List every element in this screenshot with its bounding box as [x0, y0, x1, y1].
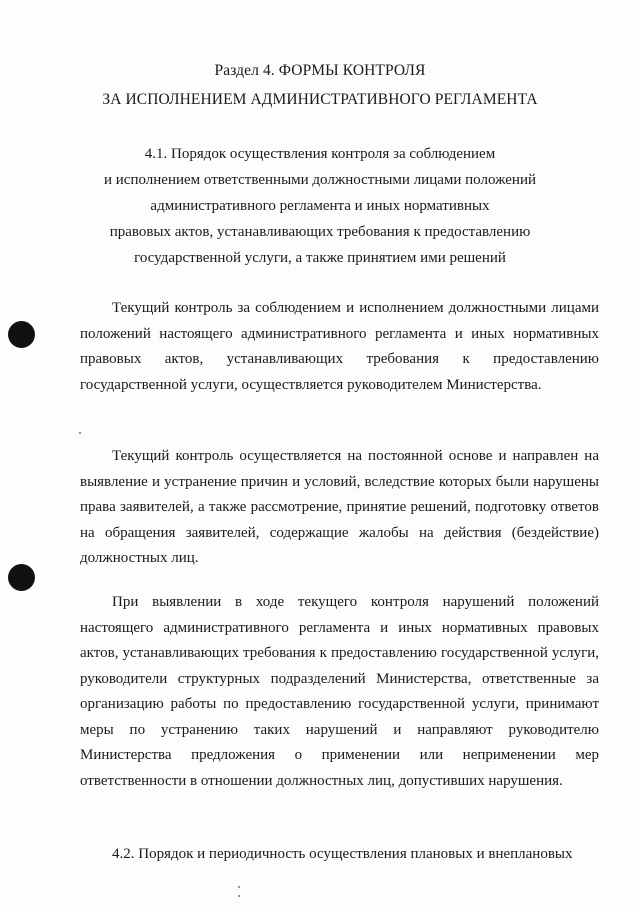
subsection-heading-line: государственной услуги, а также принятием ими решений	[134, 250, 506, 266]
scan-speck	[79, 432, 81, 434]
punch-hole-lower	[8, 564, 35, 591]
scan-speck	[238, 886, 240, 888]
body-paragraph-2: Текущий контроль осуществляется на постоянной основе и направлен на выявление и устранение причин и условий, вследствие которых были нарушены права заявителей, а также рассмотрение, принятие решений, подготовку ответов на обращения заявителей, содержащие жалобы на действия (бездействие) должностных лиц.	[80, 448, 599, 566]
subsection-heading-line: административного регламента и иных нормативных	[150, 198, 490, 214]
punch-hole-upper	[8, 321, 35, 348]
scan-speck	[238, 895, 240, 897]
subsection-heading-line: 4.1. Порядок осуществления контроля за соблюдением	[144, 146, 496, 162]
body-paragraph-3: При выявлении в ходе текущего контроля нарушений положений настоящего административного регламента и иных нормативных правовых актов, устанавливающих требования к предоставлению государственной услуги, руководители структурных подразделений Министерства, ответственные за организацию работы по предоставлению государственной услуги, принимают меры по устранению таких нарушений и направляют руководителю Министерства предложения о применении или неприменении мер ответственности в отношении должностных лиц, допустивших нарушения.	[80, 594, 599, 789]
section-title-continued: ЗА ИСПОЛНЕНИЕМ АДМИНИСТРАТИВНОГО РЕГЛАМЕНТА	[102, 91, 538, 108]
subsection-heading-line: и исполнением ответственными должностными лицами положений	[103, 172, 537, 188]
body-paragraph-1: Текущий контроль за соблюдением и исполнением должностными лицами положений настоящего административного регламента и иных нормативных правовых актов, устанавливающих требования к предоставлению государственной услуги, осуществляется руководителем Министерства.	[80, 300, 599, 393]
section-title: Раздел 4. ФОРМЫ КОНТРОЛЯ	[214, 62, 426, 79]
next-section-heading: 4.2. Порядок и периодичность осуществления плановых и внеплановых	[112, 846, 573, 862]
subsection-heading-line: правовых актов, устанавливающих требования к предоставлению	[109, 224, 531, 240]
